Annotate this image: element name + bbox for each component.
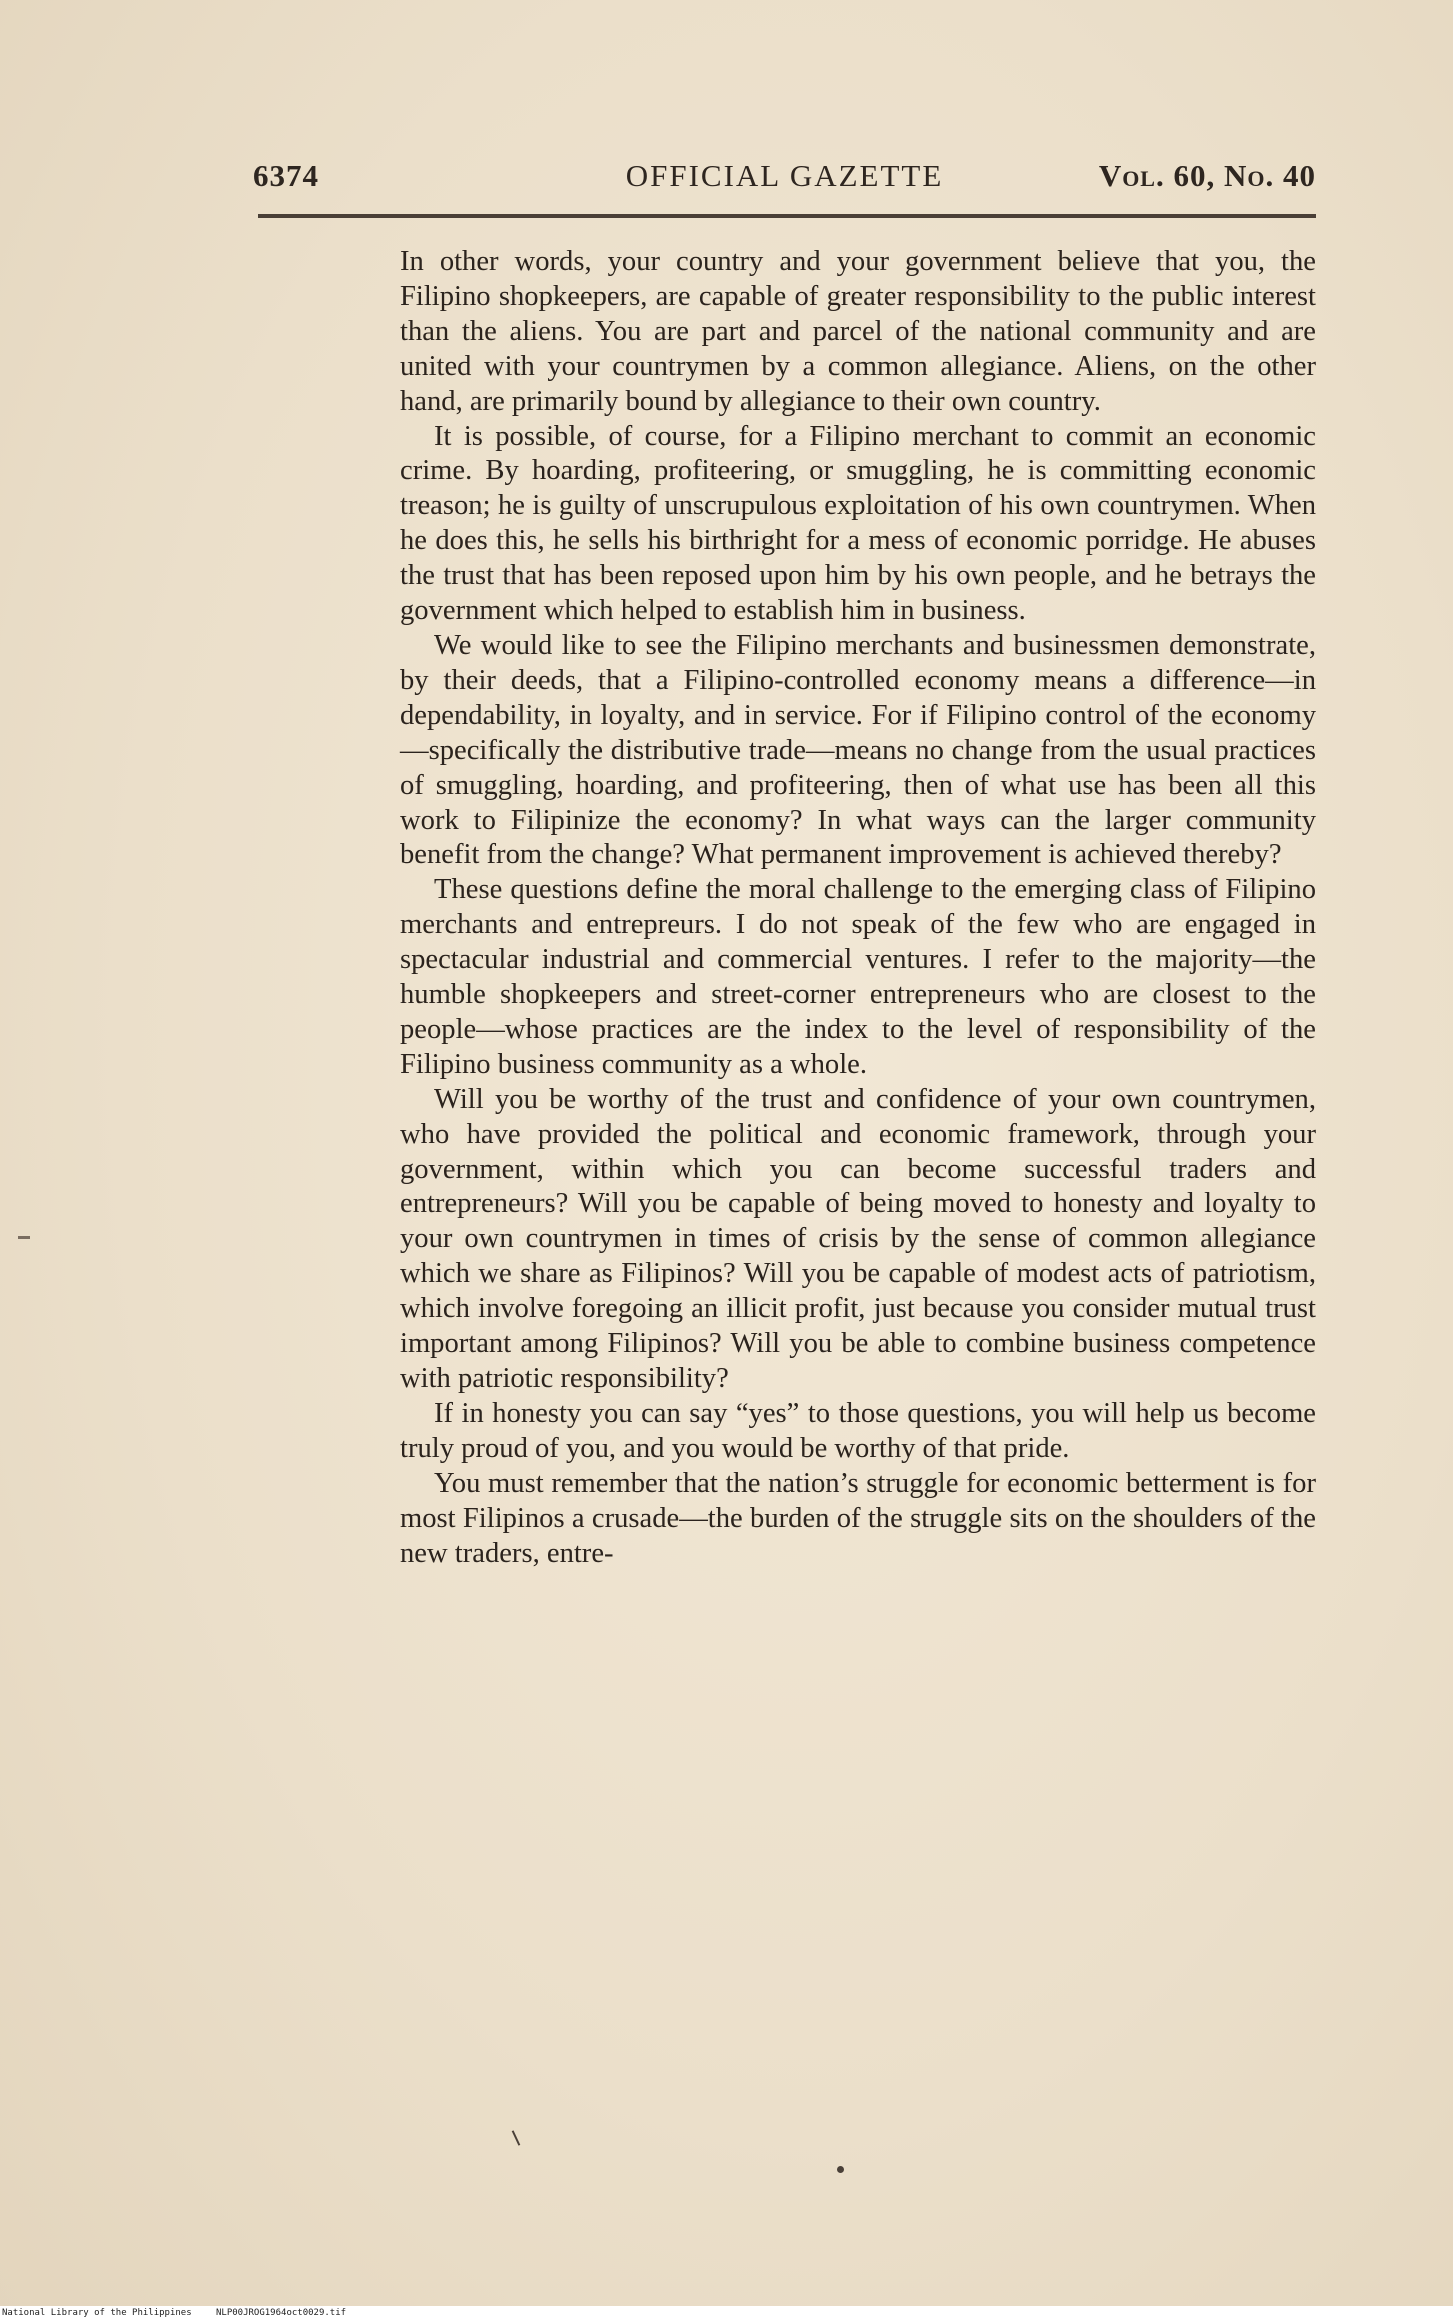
article-body (400, 245, 1316, 1571)
paragraph: These questions define the moral challenge to the emerging class of Filipino merchants and entrepreurs. I do not speak of the few who are engaged in spectacular industrial and commercial ventures. I refer to the majority—the humble shopkeepers and street-corner entrepreneurs who are closest to the people—whose practices are the index to the level of responsibility of the Filipino business community as a whole. (400, 874, 1316, 1080)
scan-blemish (512, 2130, 521, 2145)
paragraph: If in honesty you can say “yes” to those questions, you will help us become truly proud of you, and you would be worthy of that pride. (400, 1397, 1316, 1464)
running-header (253, 158, 1316, 202)
paragraph: It is possible, of course, for a Filipino merchant to commit an economic crime. By hoarding, profiteering, or smuggling, he is committing economic treason; he is guilty of unscrupulous exploitation of his own countrymen. When he does this, he sells his birthright for a mess of economic porridge. He abuses the trust that has been reposed upon him by his own people, and he betrays the government which helped to establish him in business. (400, 420, 1316, 627)
scan-filename: NLP00JROG1964oct0029.tif (216, 2308, 347, 2318)
publication-title: OFFICIAL GAZETTE (625, 158, 944, 193)
scan-footer (0, 2306, 1453, 2321)
scan-blemish (837, 2166, 844, 2173)
paragraph: We would like to see the Filipino merchants and businessmen demonstrate, by their deeds, that a Filipino-controlled economy means a difference—in dependability, in loyalty, and in service. For if Filipino control of the economy—specifically the distributive trade—means no change from the usual practices of smuggling, hoarding, and profiteering, then of what use has been all this work to Filipinize the economy? In what ways can the larger community benefit from the change? What permanent improvement is achieved thereby? (400, 629, 1316, 871)
library-credit: National Library of the Philippines (2, 2308, 192, 2318)
paragraph: In other words, your country and your government believe that you, the Filipino shopkeepers, are capable of greater responsibility to the public interest than the aliens. You are part and parcel of the national community and are united with your countrymen by a common allegiance. Aliens, on the other hand, are primarily bound by allegiance to their own country. (400, 246, 1316, 417)
paragraph: You must remember that the nation’s struggle for economic betterment is for most Filipinos a crusade—the burden of the struggle sits on the shoulders of the new traders, entre- (400, 1467, 1316, 1569)
page-number: 6374 (253, 158, 319, 193)
paragraph: Will you be worthy of the trust and confidence of your own countrymen, who have provided the political and economic framework, through your government, within which you can become successful traders and entrepreneurs? Will you be capable of being moved to honesty and loyalty to your own countrymen in times of crisis by the sense of common allegiance which we share as Filipinos? Will you be capable of modest acts of patriotism, which involve foregoing an illicit profit, just because you consider mutual trust important among Filipinos? Will you be able to combine business competence with patriotic responsibility? (400, 1083, 1316, 1394)
header-rule (258, 214, 1316, 218)
volume-issue: Vol. 60, No. 40 (1098, 158, 1316, 193)
scan-blemish (18, 1236, 30, 1239)
